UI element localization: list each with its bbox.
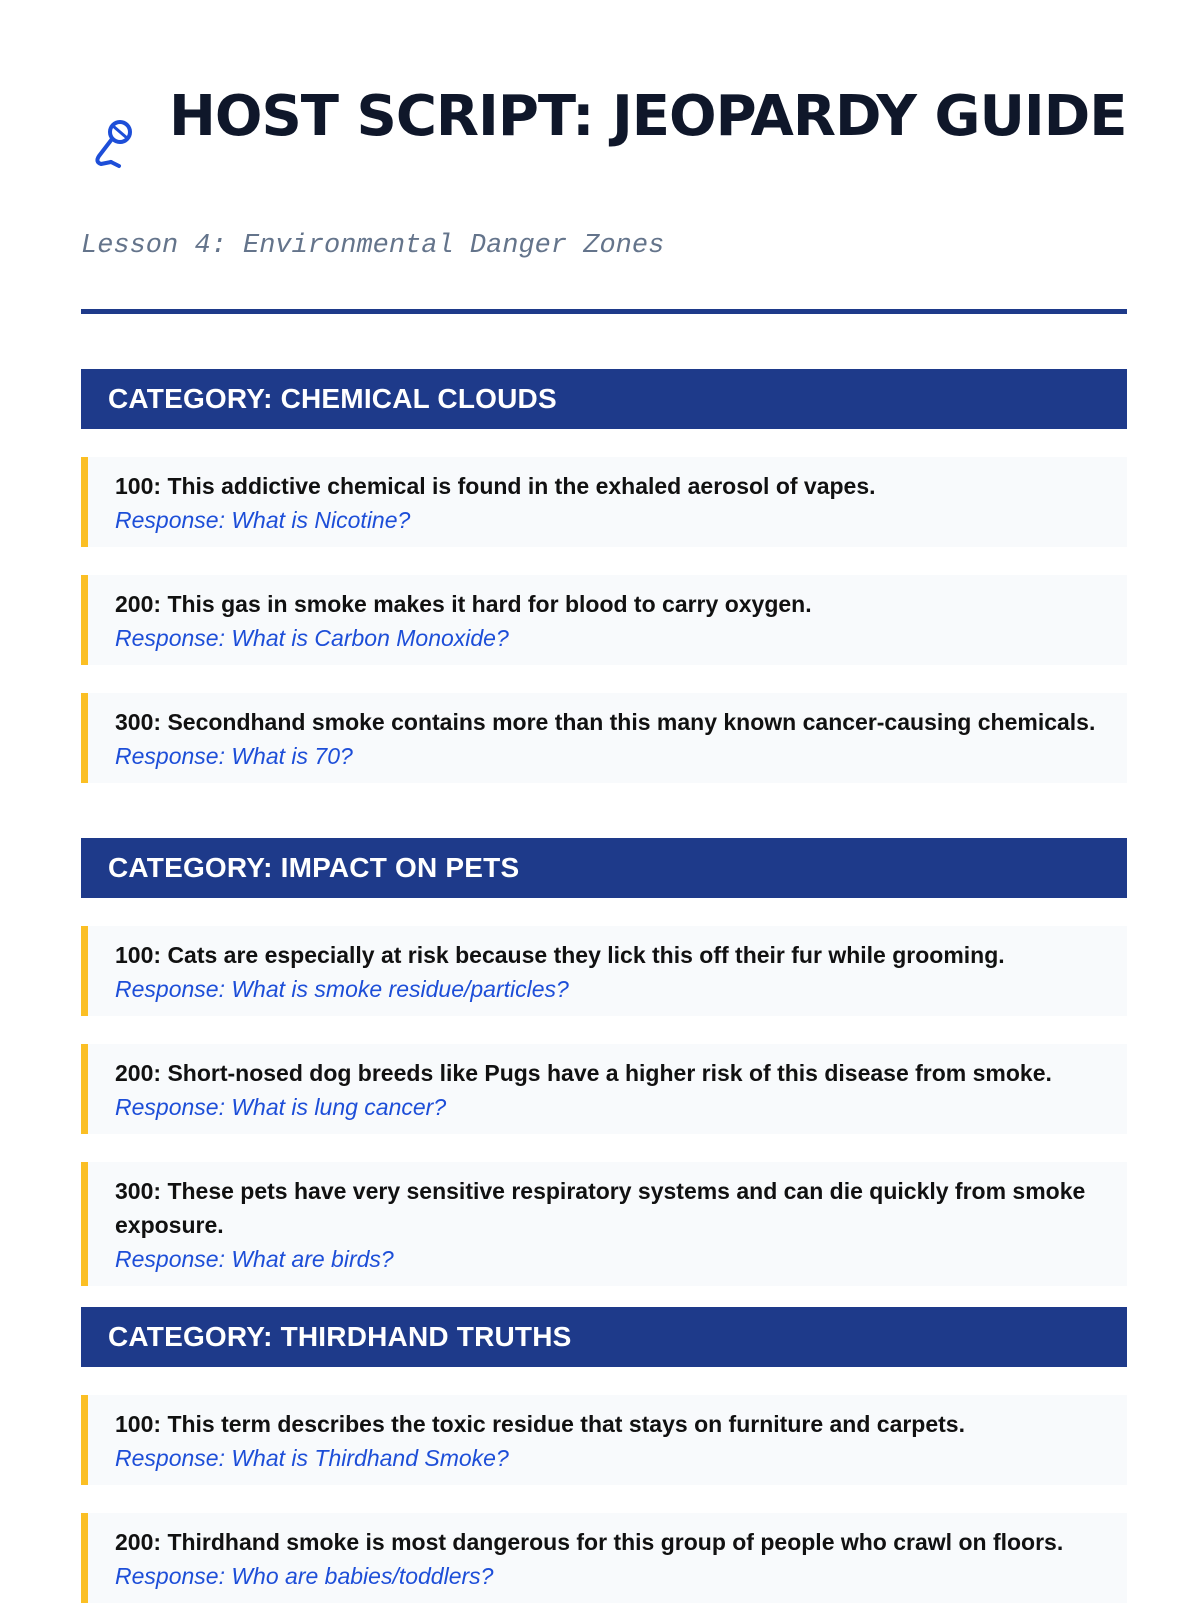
clue-question: This gas in smoke makes it hard for blood to carry oxygen. xyxy=(167,591,812,617)
clue-card xyxy=(81,693,1127,783)
clue-points: 100 xyxy=(115,942,154,968)
clue-text: 300: These pets have very sensitive respiratory systems and can die quickly from smoke exposure. xyxy=(115,1178,1086,1238)
clue-response: Response: What is lung cancer? xyxy=(115,1094,447,1120)
clue-text: 200: Short-nosed dog breeds like Pugs have a higher risk of this disease from smoke. xyxy=(115,1060,1052,1086)
clue-text: 100: Cats are especially at risk because they lick this off their fur while grooming. xyxy=(115,942,1005,968)
clue-response: Response: What is Nicotine? xyxy=(115,507,411,533)
page xyxy=(81,0,1127,1589)
clue-question: These pets have very sensitive respiratory systems and can die quickly from smoke exposure. xyxy=(115,1178,1086,1238)
category-impact-on-pets xyxy=(81,838,1127,1286)
clue-text: 200: Thirdhand smoke is most dangerous for this group of people who crawl on floors. xyxy=(115,1529,1064,1555)
clue-question: Cats are especially at risk because they lick this off their fur while grooming. xyxy=(167,942,1005,968)
category-header: CATEGORY: IMPACT ON PETS xyxy=(81,838,1127,898)
clue-response: Response: What is Thirdhand Smoke? xyxy=(115,1445,509,1471)
clue-question: This addictive chemical is found in the exhaled aerosol of vapes. xyxy=(167,473,876,499)
clue-points: 200 xyxy=(115,1529,154,1555)
clue-card xyxy=(81,1395,1127,1485)
category-chemical-clouds xyxy=(81,369,1127,783)
clue-question: Short-nosed dog breeds like Pugs have a higher risk of this disease from smoke. xyxy=(167,1060,1052,1086)
header-divider xyxy=(81,309,1127,314)
clue-card xyxy=(81,457,1127,547)
clue-question: Thirdhand smoke is most dangerous for this group of people who crawl on floors. xyxy=(167,1529,1064,1555)
category-header: CATEGORY: CHEMICAL CLOUDS xyxy=(81,369,1127,429)
clue-response: Response: What are birds? xyxy=(115,1246,394,1272)
clue-card xyxy=(81,1513,1127,1603)
clue-card xyxy=(81,926,1127,1016)
clue-points: 100 xyxy=(115,1411,154,1437)
clue-text: 200: This gas in smoke makes it hard for blood to carry oxygen. xyxy=(115,591,812,617)
clue-points: 200 xyxy=(115,1060,154,1086)
clue-card xyxy=(81,1044,1127,1134)
category-header: CATEGORY: THIRDHAND TRUTHS xyxy=(81,1307,1127,1367)
clue-text: 100: This term describes the toxic residue that stays on furniture and carpets. xyxy=(115,1411,965,1437)
header xyxy=(81,0,1127,300)
clue-response: Response: What is 70? xyxy=(115,743,353,769)
category-thirdhand-truths xyxy=(81,1307,1127,1603)
clue-response: Response: What is smoke residue/particles? xyxy=(115,976,569,1002)
clue-text: 100: This addictive chemical is found in the exhaled aerosol of vapes. xyxy=(115,473,876,499)
clue-points: 100 xyxy=(115,473,154,499)
clue-response: Response: Who are babies/toddlers? xyxy=(115,1563,494,1589)
clue-question: Secondhand smoke contains more than this many known cancer-causing chemicals. xyxy=(167,709,1096,735)
clue-response: Response: What is Carbon Monoxide? xyxy=(115,625,509,651)
clue-points: 300 xyxy=(115,1178,154,1204)
clue-text: 300: Secondhand smoke contains more than this many known cancer-causing chemicals. xyxy=(115,709,1096,735)
page-subtitle: Lesson 4: Environmental Danger Zones xyxy=(81,231,665,261)
clue-points: 300 xyxy=(115,709,154,735)
clue-points: 200 xyxy=(115,591,154,617)
page-title: HOST SCRIPT: JEOPARDY GUIDE xyxy=(169,84,1127,149)
clue-card xyxy=(81,575,1127,665)
clue-card xyxy=(81,1162,1127,1286)
clue-question: This term describes the toxic residue that stays on furniture and carpets. xyxy=(167,1411,965,1437)
microphone-icon xyxy=(89,118,139,178)
